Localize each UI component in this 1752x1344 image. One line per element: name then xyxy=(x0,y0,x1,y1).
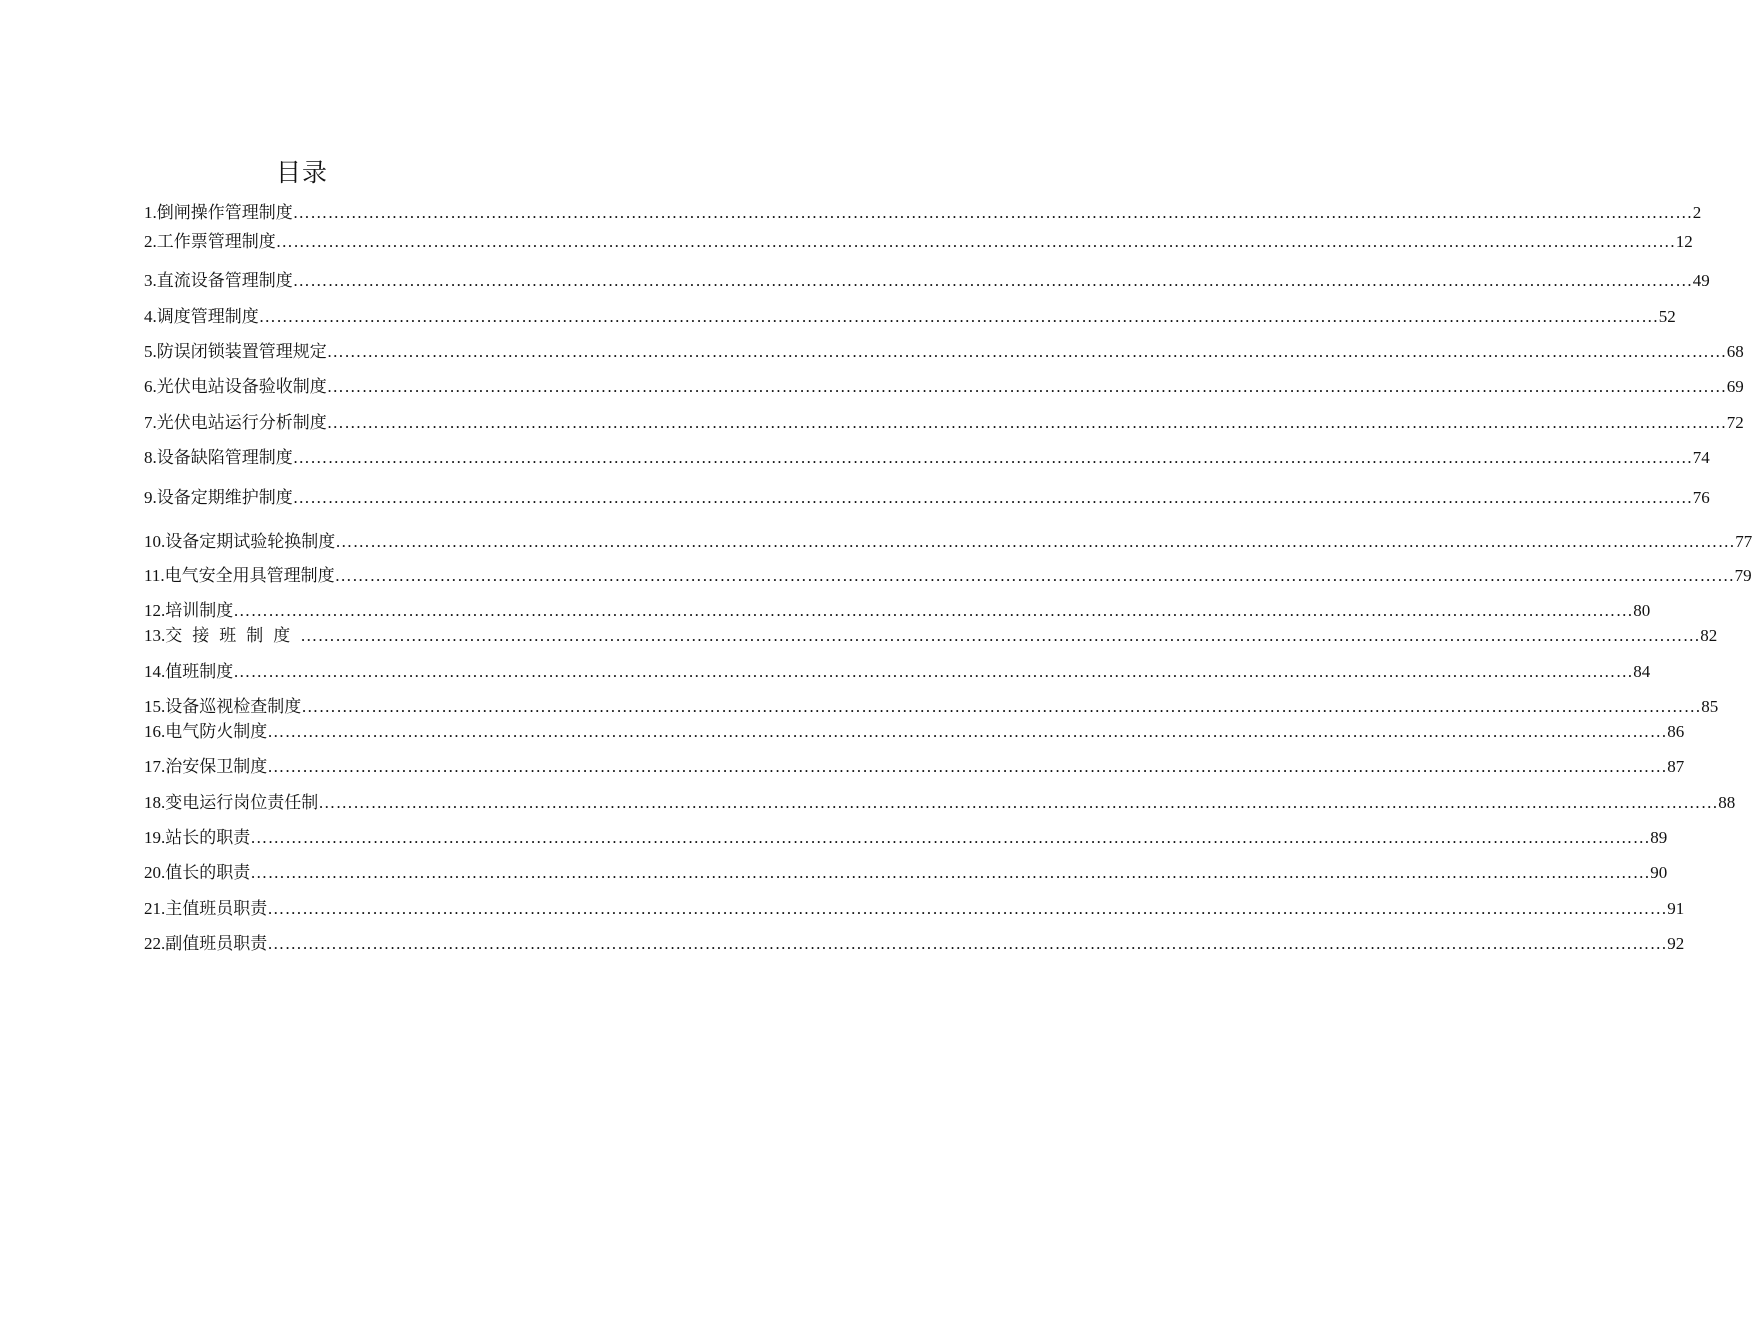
toc-entry-title: 值长的职责 xyxy=(165,863,251,883)
toc-entry-number: 22. xyxy=(144,934,166,953)
toc-entry-title: 培训制度 xyxy=(165,601,234,621)
toc-entry[interactable] xyxy=(144,527,1752,553)
toc-leader-dots: …………………………………………………………………………………………………………………………………………………………………………………………………………………… xyxy=(335,532,1736,551)
toc-entry-page: 49 xyxy=(1692,271,1710,290)
toc-entry-number: 16. xyxy=(144,722,166,741)
toc-leader-dots: …………………………………………………………………………………………………………………………………………………………………………………………………………………… xyxy=(334,566,1735,585)
toc-entry-page: 88 xyxy=(1718,793,1736,812)
toc-entry-title: 倒闸操作管理制度 xyxy=(156,203,293,223)
toc-entry-page: 91 xyxy=(1667,899,1685,918)
toc-leader-dots: …………………………………………………………………………………………………………………………………………………………………………………………………………………… xyxy=(267,722,1668,741)
toc-entry-page: 76 xyxy=(1692,488,1710,507)
toc-leader-dots: …………………………………………………………………………………………………………………………………………………………………………………………………………………… xyxy=(318,793,1719,812)
toc-entry-number: 20. xyxy=(144,863,166,882)
toc-entry-title: 工作票管理制度 xyxy=(156,232,276,252)
toc-entry-page: 87 xyxy=(1667,757,1685,776)
toc-entry-number: 13. xyxy=(144,626,166,645)
toc-entry-page: 12 xyxy=(1675,232,1693,251)
toc-entry[interactable] xyxy=(144,227,1693,253)
toc-entry-page: 86 xyxy=(1667,722,1685,741)
toc-entry-number: 17. xyxy=(144,757,166,776)
toc-entry[interactable] xyxy=(144,483,1710,509)
toc-leader-dots: …………………………………………………………………………………………………………………………………………………………………………………………………………………… xyxy=(292,488,1693,507)
toc-entry-page: 90 xyxy=(1650,863,1668,882)
toc-entry-number: 9. xyxy=(144,488,157,507)
toc-entry[interactable] xyxy=(144,302,1676,328)
toc-entry-page: 69 xyxy=(1726,377,1744,396)
toc-leader-dots: …………………………………………………………………………………………………………………………………………………………………………………………………………………… xyxy=(233,662,1634,681)
toc-entry-page: 74 xyxy=(1692,448,1710,467)
toc-entry-page: 92 xyxy=(1667,934,1685,953)
toc-entry[interactable] xyxy=(144,894,1685,920)
toc-entry-title: 设备定期试验轮换制度 xyxy=(165,532,336,552)
toc-entry-number: 11. xyxy=(144,566,165,585)
toc-leader-dots: …………………………………………………………………………………………………………………………………………………………………………………………………………………… xyxy=(326,413,1727,432)
toc-entry[interactable] xyxy=(144,657,1651,683)
toc-entry-number: 21. xyxy=(144,899,166,918)
toc-entry-title: 电气安全用具管理制度 xyxy=(164,566,335,586)
toc-entry[interactable] xyxy=(144,337,1744,363)
toc-entry-title: 电气防火制度 xyxy=(165,722,268,742)
toc-entry-title: 交接班制度 xyxy=(165,626,301,646)
toc-entry-page: 80 xyxy=(1633,601,1651,620)
toc-entry-number: 15. xyxy=(144,697,166,716)
toc-entry[interactable] xyxy=(144,929,1685,955)
toc-leader-dots: …………………………………………………………………………………………………………………………………………………………………………………………………………………… xyxy=(250,863,1651,882)
toc-leader-dots: …………………………………………………………………………………………………………………………………………………………………………………………………………………… xyxy=(292,448,1693,467)
toc-entry-title: 站长的职责 xyxy=(165,828,251,848)
toc-leader-dots: …………………………………………………………………………………………………………………………………………………………………………………………………………………… xyxy=(275,232,1676,251)
toc-entry-number: 10. xyxy=(144,532,166,551)
toc-entry-title: 设备巡视检查制度 xyxy=(165,697,302,717)
toc-title: 目录 xyxy=(276,158,329,187)
toc-entry[interactable] xyxy=(144,823,1668,849)
toc-entry[interactable] xyxy=(144,198,1702,224)
toc-entry-number: 8. xyxy=(144,448,157,467)
toc-entry[interactable] xyxy=(144,561,1752,587)
toc-entry-number: 19. xyxy=(144,828,166,847)
toc-entry-title: 光伏电站设备验收制度 xyxy=(156,377,327,397)
toc-leader-dots: …………………………………………………………………………………………………………………………………………………………………………………………………………………… xyxy=(292,271,1693,290)
toc-leader-dots: …………………………………………………………………………………………………………………………………………………………………………………………………………………… xyxy=(292,203,1693,222)
toc-entry-page: 2 xyxy=(1692,203,1702,222)
toc-entry[interactable] xyxy=(144,621,1718,647)
toc-entry-number: 14. xyxy=(144,662,166,681)
toc-leader-dots: …………………………………………………………………………………………………………………………………………………………………………………………………………………… xyxy=(326,377,1727,396)
toc-entry-title: 变电运行岗位责任制 xyxy=(165,793,319,813)
toc-entry-number: 4. xyxy=(144,307,157,326)
toc-entry-number: 3. xyxy=(144,271,157,290)
toc-leader-dots: …………………………………………………………………………………………………………………………………………………………………………………………………………………… xyxy=(250,828,1651,847)
toc-entry-page: 84 xyxy=(1633,662,1651,681)
toc-leader-dots: …………………………………………………………………………………………………………………………………………………………………………………………………………………… xyxy=(301,697,1702,716)
toc-entry-title: 设备缺陷管理制度 xyxy=(156,448,293,468)
toc-entry-number: 7. xyxy=(144,413,157,432)
toc-leader-dots: …………………………………………………………………………………………………………………………………………………………………………………………………………………… xyxy=(267,757,1668,776)
toc-entry-page: 79 xyxy=(1734,566,1752,585)
toc-entry[interactable] xyxy=(144,692,1719,718)
toc-entry-title: 副值班员职责 xyxy=(165,934,268,954)
toc-leader-dots: …………………………………………………………………………………………………………………………………………………………………………………………………………………… xyxy=(267,934,1668,953)
toc-entry-number: 2. xyxy=(144,232,157,251)
toc-entry[interactable] xyxy=(144,752,1685,778)
toc-entry-title: 主值班员职责 xyxy=(165,899,268,919)
toc-entry[interactable] xyxy=(144,596,1651,622)
toc-leader-dots: …………………………………………………………………………………………………………………………………………………………………………………………………………………… xyxy=(233,601,1634,620)
toc-entry-number: 5. xyxy=(144,342,157,361)
toc-entry-number: 1. xyxy=(144,203,157,222)
toc-entry-title: 防误闭锁装置管理规定 xyxy=(156,342,327,362)
toc-entry-title: 设备定期维护制度 xyxy=(156,488,293,508)
toc-entry-page: 52 xyxy=(1658,307,1676,326)
toc-leader-dots: …………………………………………………………………………………………………………………………………………………………………………………………………………………… xyxy=(326,342,1727,361)
toc-entry-page: 72 xyxy=(1726,413,1744,432)
toc-entry[interactable] xyxy=(144,372,1744,398)
toc-entry[interactable] xyxy=(144,443,1710,469)
toc-entry-page: 82 xyxy=(1700,626,1718,645)
toc-entry[interactable] xyxy=(144,408,1744,434)
toc-entry-title: 调度管理制度 xyxy=(156,307,259,327)
toc-leader-dots: …………………………………………………………………………………………………………………………………………………………………………………………………………………… xyxy=(258,307,1659,326)
toc-entry[interactable] xyxy=(144,717,1685,743)
toc-entry-number: 18. xyxy=(144,793,166,812)
toc-entry-page: 68 xyxy=(1726,342,1744,361)
toc-entry[interactable] xyxy=(144,788,1736,814)
toc-entry-page: 89 xyxy=(1650,828,1668,847)
toc-leader-dots: …………………………………………………………………………………………………………………………………………………………………………………………………………………… xyxy=(267,899,1668,918)
toc-entry-title: 治安保卫制度 xyxy=(165,757,268,777)
toc-entry-number: 6. xyxy=(144,377,157,396)
toc-entry-title: 直流设备管理制度 xyxy=(156,271,293,291)
toc-entry-title: 值班制度 xyxy=(165,662,234,682)
toc-entry[interactable] xyxy=(144,858,1668,884)
toc-leader-dots: …………………………………………………………………………………………………………………………………………………………………………………………………………………… xyxy=(300,626,1701,645)
toc-entry[interactable] xyxy=(144,266,1710,292)
toc-entry-page: 77 xyxy=(1735,532,1752,551)
toc-entry-title: 光伏电站运行分析制度 xyxy=(156,413,327,433)
toc-entry-page: 85 xyxy=(1701,697,1719,716)
toc-entry-number: 12. xyxy=(144,601,166,620)
